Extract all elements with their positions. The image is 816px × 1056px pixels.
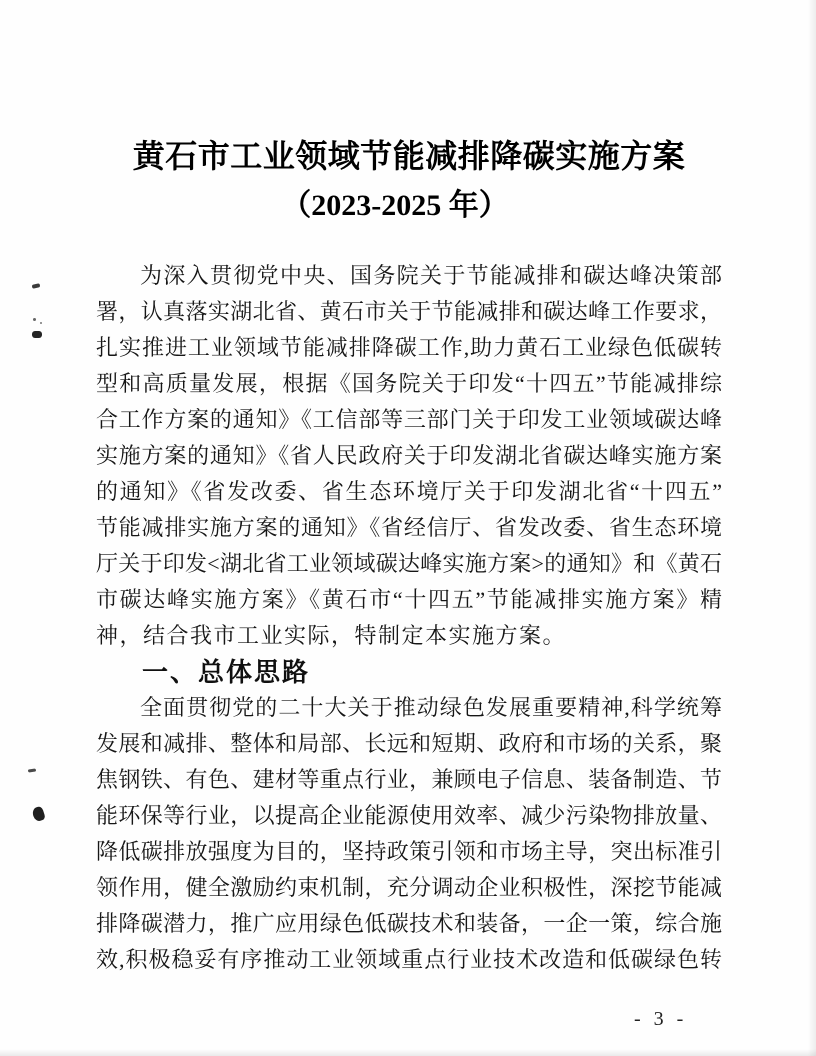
text-line: 效,积极稳妥有序推动工业领域重点行业技术改造和低碳绿色转 — [96, 947, 722, 972]
text-line: 的通知》《省发改委、省生态环境厅关于印发湖北省“十四五” — [96, 479, 722, 504]
scan-edge-shadow-bottom — [0, 1049, 816, 1056]
text-line: 领作用，健全激励约束机制，充分调动企业积极性，深挖节能减 — [96, 875, 722, 900]
text-line: 署，认真落实湖北省、黄石市关于节能减排和碳达峰工作要求， — [96, 299, 722, 324]
text-line: 实施方案的通知》《省人民政府关于印发湖北省碳达峰实施方案 — [96, 443, 722, 468]
text-line: 市碳达峰实施方案》《黄石市“十四五”节能减排实施方案》精 — [96, 587, 722, 612]
document-title — [96, 132, 722, 230]
scan-speck — [31, 806, 46, 823]
scan-edge-shadow-right — [808, 0, 816, 1056]
text-line: 为深入贯彻党中央、国务院关于节能减排和碳达峰决策部 — [140, 263, 722, 288]
scan-speck — [40, 322, 42, 324]
document-title-line1: 黄石市工业领域节能减排降碳实施方案 — [132, 138, 686, 174]
text-line: 降低碳排放强度为目的，坚持政策引领和市场主导，突出标准引 — [96, 839, 722, 864]
scan-speck — [33, 318, 36, 321]
text-line: 排降碳潜力，推广应用绿色低碳技术和装备，一企一策，综合施 — [96, 911, 722, 936]
document-body — [96, 258, 722, 978]
document-title-line2: （2023-2025 年） — [281, 189, 509, 222]
text-line: 节能减排实施方案的通知》《省经信厅、省发改委、省生态环境 — [96, 515, 722, 540]
page-number: - 3 - — [634, 1008, 688, 1030]
text-line: 全面贯彻党的二十大关于推动绿色发展重要精神,科学统筹 — [140, 695, 722, 720]
text-line: 型和高质量发展，根据《国务院关于印发“十四五”节能减排综 — [96, 371, 722, 396]
scan-speck — [32, 331, 42, 338]
text-line: 神，结合我市工业实际，特制定本实施方案。 — [96, 623, 567, 648]
section-heading: 一、总体思路 — [142, 657, 311, 687]
scan-speck — [32, 283, 41, 289]
text-line: 能环保等行业，以提高企业能源使用效率、减少污染物排放量、 — [96, 803, 722, 828]
scan-speck — [28, 768, 36, 772]
text-line: 扎实推进工业领域节能减排降碳工作,助力黄石工业绿色低碳转 — [96, 335, 722, 360]
text-line: 厅关于印发<湖北省工业领域碳达峰实施方案>的通知》和《黄石 — [96, 551, 722, 576]
text-line: 发展和减排、整体和局部、长远和短期、政府和市场的关系，聚 — [96, 731, 722, 756]
text-line: 焦钢铁、有色、建材等重点行业，兼顾电子信息、装备制造、节 — [96, 767, 722, 792]
text-line: 合工作方案的通知》《工信部等三部门关于印发工业领域碳达峰 — [96, 407, 722, 432]
